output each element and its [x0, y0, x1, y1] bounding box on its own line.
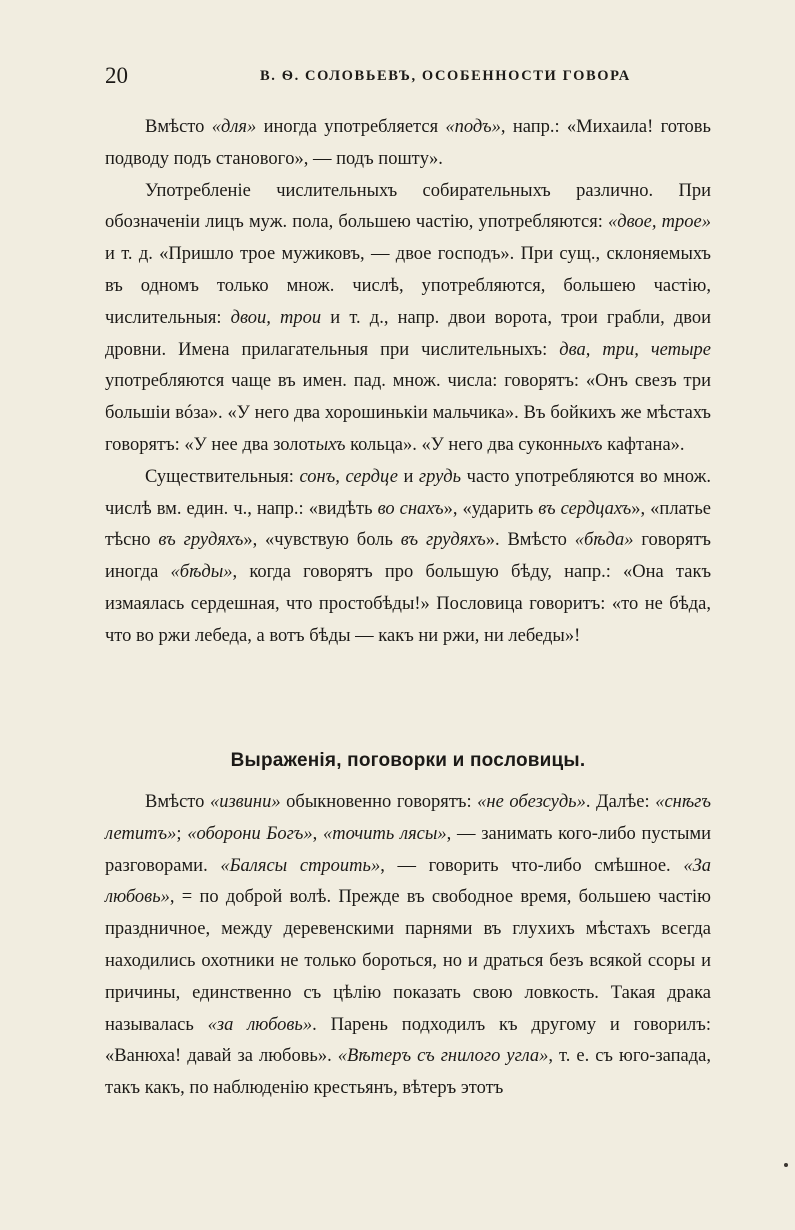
body-text-top [105, 112, 711, 653]
italic-text: сонъ, сердце [299, 466, 398, 487]
italic-text: двои, трои [230, 307, 322, 328]
text-run: , когда говорятъ про большую бѣду, напр.: «Она такъ измаялась сердешная, что простобѣды!» Пословица говоритъ: «то не бѣда, что во ржи лебеда, а вотъ бѣды — какъ ни ржи, ни лебеды»! [105, 562, 712, 646]
italic-text: «За любовь» [105, 855, 712, 908]
italic-text: грудь [418, 466, 462, 487]
text-run: , — говорить что-либо смѣшное. [380, 855, 684, 876]
print-speck [784, 1163, 788, 1167]
paragraph [105, 176, 711, 462]
section-title: Выраженія, поговорки и пословицы. [230, 750, 586, 771]
italic-text: «оборони Богъ» [187, 823, 313, 844]
text-run: , т. е. съ юго-запада, такъ какъ, по наблюденію крестьянъ, вѣтеръ этотъ [105, 1046, 712, 1099]
italic-text: «для» [211, 117, 257, 137]
italic-text: во снахъ [377, 498, 444, 519]
text-run: , — занимать кого-либо пустыми разговорами. [105, 823, 711, 876]
text-run: обыкновенно говорятъ: [280, 792, 478, 812]
text-run: Употребленіе числительныхъ собирательныхъ различно. При обозначеніи лицъ муж. пола, большею частію, употребляются: [105, 180, 711, 233]
text-run: употребляются чаще въ имен. пад. множ. числа: говорятъ: «Онъ свезъ три большіи вóза». «У него два хорошинькіи мальчика». Въ бойкихъ же мѣстахъ говорятъ: «У нее два золот [105, 371, 711, 455]
page-number: 20 [105, 63, 128, 88]
italic-text: «за любовь» [207, 1014, 313, 1035]
page-header [105, 62, 710, 90]
italic-text: въ грудяхъ [400, 530, 486, 551]
paragraph [105, 112, 711, 176]
text-run: говорятъ иногда [105, 530, 711, 583]
text-run: , [312, 823, 324, 844]
text-run: », «чувствую боль [243, 530, 401, 551]
text-run: кольца». «У него два суконн [345, 434, 573, 455]
text-run: . Парень подходилъ къ другому и говорилъ: «Ванюха! давай за любовь». [105, 1014, 711, 1067]
italic-text: «подъ» [445, 117, 501, 137]
running-title: В. Ѳ. СОЛОВЬЕВЪ, ОСОБЕННОСТИ ГОВОРА [260, 68, 631, 84]
paragraph [105, 462, 711, 653]
text-run: », «ударить [443, 498, 539, 519]
text-run: , напр.: «Михаила! готовь подводу подъ становогo», — подъ пoштy». [105, 117, 711, 169]
text-run: Вмѣсто [145, 792, 210, 812]
italic-text: «Балясы строить» [220, 855, 381, 876]
text-run: иногда употребляется [256, 117, 446, 137]
text-run: часто употребляются во множ. числѣ вм. един. ч., напр.: «видѣть [105, 466, 712, 519]
paragraph [105, 787, 711, 1105]
italic-text: «снѣгъ летитъ» [105, 792, 711, 844]
italic-text: «Вѣтеръ съ гнилого угла» [337, 1046, 549, 1067]
italic-text: «точить лясы» [323, 823, 447, 844]
text-run: и т. д. «Пришло трое мужиковъ, — двое господъ». При сущ., склоняемыхъ въ одномъ только множ. числѣ, употребляются, большею частію, числительныя: [105, 244, 711, 328]
text-run: ; [176, 823, 188, 844]
text-run: Существительныя: [145, 466, 300, 487]
italic-text: «бѣда» [574, 530, 634, 551]
text-run: кафтана». [602, 434, 685, 455]
italic-text: «извини» [209, 792, 281, 812]
italic-text: ыхъ [572, 434, 603, 455]
text-run: и т. д., напр. двои ворота, трои грабли, двои дровни. Имена прилагательныя при числительныхъ: [105, 307, 711, 360]
italic-text: «бѣды» [170, 562, 233, 583]
text-run: ». Вмѣсто [485, 530, 575, 551]
body-text-bottom [105, 787, 711, 1105]
italic-text: два, три, четыре [559, 339, 711, 360]
text-run: , = по доброй волѣ. Прежде въ свободное время, большею частію праздничное, между деревенскими парнями въ глухихъ мѣстахъ всегда находились охотники не только бороться, но и драться безъ всякой ссоры и причины, единственно съ цѣлію показать свою ловкость. Такая драка называлась [105, 887, 711, 1035]
italic-text: въ грудяхъ [158, 530, 244, 551]
italic-text: ыхъ [315, 434, 346, 455]
text-run: . Далѣе: [585, 792, 656, 812]
text-run: и [397, 466, 419, 487]
text-run: », «платье тѣсно [105, 498, 712, 551]
text-run: Вмѣсто [145, 117, 212, 137]
italic-text: «не обезсудь» [477, 792, 586, 812]
italic-text: въ сердцахъ [538, 498, 632, 519]
italic-text: «двое, трое» [608, 212, 711, 233]
